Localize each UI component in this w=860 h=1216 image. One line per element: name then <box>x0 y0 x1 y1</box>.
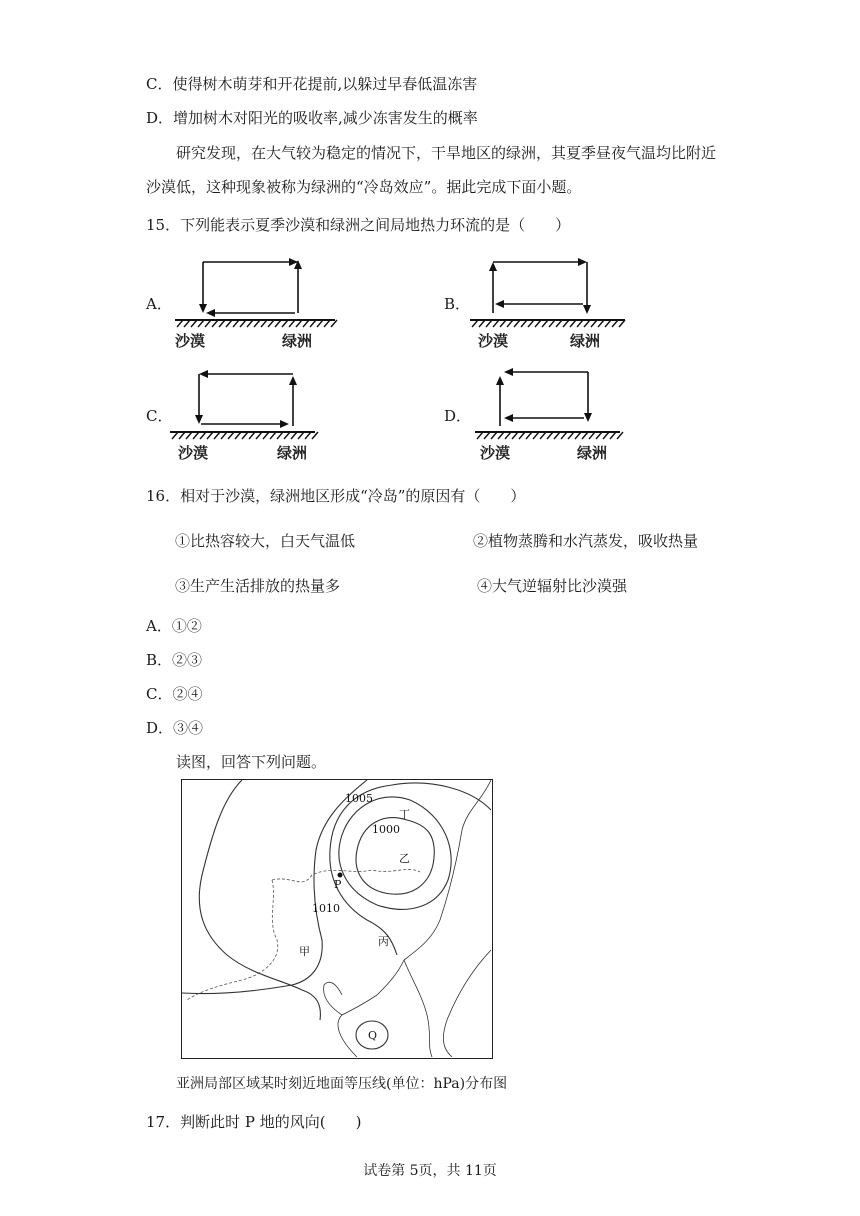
coastline-peninsula <box>404 960 432 1057</box>
ground-hatch-stroke <box>200 432 206 439</box>
coastline-bay <box>324 982 342 1015</box>
ground-hatch-stroke <box>226 320 232 327</box>
map-caption: 亚洲局部区域某时刻近地面等压线(单位：hPa)分布图 <box>176 1076 508 1092</box>
q14-option-c: C．使得树木萌芽和开花提前,以躲过早春低温冻害 <box>146 75 478 93</box>
q16-option-c: C．②④ <box>146 685 203 703</box>
ground-hatch-stroke <box>198 320 204 327</box>
ground-hatch-stroke <box>484 432 490 439</box>
ground-hatch-stroke <box>617 432 623 439</box>
q16-stem: 16．相对于沙漠，绿洲地区形成“冷岛”的原因有（ ） <box>146 487 526 505</box>
ground-hatch-stroke <box>184 320 190 327</box>
ground-hatch-stroke <box>591 320 597 327</box>
isobar-map <box>181 779 493 1059</box>
ground-hatch <box>170 432 318 439</box>
ground-hatch-stroke <box>549 320 555 327</box>
desert-label: 沙漠 <box>175 332 206 350</box>
q16-statement-3: ③生产生活排放的热量多 <box>175 577 341 595</box>
isobar-label-1000: 1000 <box>372 823 400 836</box>
ground-hatch-stroke <box>193 432 199 439</box>
ground-hatch-stroke <box>305 432 311 439</box>
ground-hatch-stroke <box>235 432 241 439</box>
q16-statement-4: ④大气逆辐射比沙漠强 <box>477 577 628 595</box>
place-ding: 丁 <box>399 808 410 821</box>
border-dashed-2 <box>187 880 278 1000</box>
ground-hatch-stroke <box>291 432 297 439</box>
oasis-label: 绿洲 <box>570 332 601 350</box>
page-footer: 试卷第 5页，共 11页 <box>363 1163 497 1179</box>
p-point <box>338 873 343 878</box>
q14-option-d: D．增加树木对阳光的吸收率,减少冻害发生的概率 <box>146 109 478 127</box>
ground-hatch-stroke <box>498 432 504 439</box>
ground-hatch-stroke <box>526 432 532 439</box>
coastline-main <box>338 780 491 1057</box>
ground-hatch-stroke <box>491 432 497 439</box>
ground-hatch-stroke <box>570 320 576 327</box>
ground-hatch-stroke <box>577 320 583 327</box>
q16-option-a: A．①② <box>146 617 202 635</box>
ground-hatch-stroke <box>268 320 274 327</box>
ground-hatch-stroke <box>521 320 527 327</box>
ground-hatch-stroke <box>582 432 588 439</box>
ground-hatch-stroke <box>603 432 609 439</box>
desert-label: 沙漠 <box>480 444 511 462</box>
ground-hatch-stroke <box>554 432 560 439</box>
ground-hatch-stroke <box>324 320 330 327</box>
ground-hatch-stroke <box>605 320 611 327</box>
ground-hatch-stroke <box>240 320 246 327</box>
ground-hatch-stroke <box>221 432 227 439</box>
ground-hatch-stroke <box>610 432 616 439</box>
ground-hatch <box>475 432 623 439</box>
ground-hatch-stroke <box>303 320 309 327</box>
ground-hatch-stroke <box>505 432 511 439</box>
ground-hatch-stroke <box>542 320 548 327</box>
ground-hatch-stroke <box>528 320 534 327</box>
ground-hatch-stroke <box>298 432 304 439</box>
ground-hatch-stroke <box>477 432 483 439</box>
ground-hatch-stroke <box>486 320 492 327</box>
ground-hatch-stroke <box>540 432 546 439</box>
ground-hatch-stroke <box>547 432 553 439</box>
ground-hatch-stroke <box>493 320 499 327</box>
ground-hatch-stroke <box>296 320 302 327</box>
place-p: P <box>334 878 342 891</box>
ground-hatch-stroke <box>263 432 269 439</box>
ground-hatch-stroke <box>191 320 197 327</box>
ground-hatch-stroke <box>568 432 574 439</box>
ground-hatch-stroke <box>556 320 562 327</box>
ground-hatch-stroke <box>282 320 288 327</box>
ground-hatch-stroke <box>207 432 213 439</box>
ground-hatch-stroke <box>500 320 506 327</box>
ground-hatch-stroke <box>519 432 525 439</box>
q16-option-d: D．③④ <box>146 719 204 737</box>
passage-line-1: 研究发现，在大气较为稳定的情况下，干旱地区的绿洲，其夏季昼夜气温均比附近 <box>176 144 717 162</box>
ground-hatch <box>175 320 337 327</box>
ground-hatch <box>470 320 625 327</box>
place-q: Q <box>368 1029 378 1042</box>
oasis-label: 绿洲 <box>277 444 308 462</box>
ground-hatch-stroke <box>317 320 323 327</box>
desert-label: 沙漠 <box>178 444 209 462</box>
ground-hatch-stroke <box>277 432 283 439</box>
ground-hatch-stroke <box>310 320 316 327</box>
ground-hatch-stroke <box>205 320 211 327</box>
q15-diagram-a <box>170 250 340 350</box>
ground-hatch-stroke <box>261 320 267 327</box>
place-yi: 乙 <box>399 852 410 865</box>
q15-diagram-d <box>470 362 640 462</box>
ground-hatch-stroke <box>179 432 185 439</box>
ground-hatch-stroke <box>270 432 276 439</box>
ground-hatch-stroke <box>247 320 253 327</box>
q15-stem: 15．下列能表示夏季沙漠和绿洲之间局地热力环流的是（ ） <box>146 216 571 234</box>
ground-hatch-stroke <box>242 432 248 439</box>
place-jia: 甲 <box>299 945 310 958</box>
ground-hatch-stroke <box>563 320 569 327</box>
q15-option-b-letter: B． <box>444 295 471 313</box>
q16-statement-2: ②植物蒸腾和水汽蒸发，吸收热量 <box>473 532 699 550</box>
ground-hatch-stroke <box>312 432 318 439</box>
ground-hatch-stroke <box>219 320 225 327</box>
desert-label: 沙漠 <box>478 332 509 350</box>
ground-hatch-stroke <box>561 432 567 439</box>
q16-option-b: B．②③ <box>146 651 203 669</box>
isobar-label-1005: 1005 <box>345 792 373 805</box>
ground-hatch-stroke <box>512 432 518 439</box>
ground-hatch-stroke <box>514 320 520 327</box>
ground-hatch-stroke <box>612 320 618 327</box>
ground-hatch-stroke <box>535 320 541 327</box>
map-intro: 读图，回答下列问题。 <box>176 753 327 771</box>
q15-option-c-letter: C． <box>146 407 173 425</box>
ground-hatch-stroke <box>228 432 234 439</box>
ground-hatch-stroke <box>284 432 290 439</box>
oasis-label: 绿洲 <box>577 444 608 462</box>
ground-hatch-stroke <box>249 432 255 439</box>
q15-option-a-letter: A． <box>146 295 172 313</box>
oasis-label: 绿洲 <box>282 332 313 350</box>
ground-hatch-stroke <box>479 320 485 327</box>
ground-hatch-stroke <box>589 432 595 439</box>
q17-stem: 17．判断此时 P 地的风向( ) <box>146 1113 362 1131</box>
ground-hatch-stroke <box>275 320 281 327</box>
q15-diagram-c <box>165 362 335 462</box>
ground-hatch-stroke <box>172 432 178 439</box>
ground-hatch-stroke <box>507 320 513 327</box>
ground-hatch-stroke <box>575 432 581 439</box>
ground-hatch-stroke <box>331 320 337 327</box>
ground-hatch-stroke <box>177 320 183 327</box>
passage-line-2: 沙漠低，这种现象被称为绿洲的“冷岛效应”。据此完成下面小题。 <box>146 178 582 196</box>
ground-hatch-stroke <box>256 432 262 439</box>
ground-hatch-stroke <box>186 432 192 439</box>
q15-option-d-letter: D． <box>444 407 472 425</box>
ground-hatch-stroke <box>584 320 590 327</box>
q15-diagram-b <box>465 250 635 350</box>
ground-hatch-stroke <box>233 320 239 327</box>
ground-hatch-stroke <box>472 320 478 327</box>
ground-hatch-stroke <box>598 320 604 327</box>
ground-hatch-stroke <box>212 320 218 327</box>
ground-hatch-stroke <box>254 320 260 327</box>
q16-statement-1: ①比热容较大，白天气温低 <box>175 532 356 550</box>
place-bing: 丙 <box>378 935 389 948</box>
isobar-map-svg <box>182 780 491 1057</box>
ground-hatch-stroke <box>289 320 295 327</box>
coastline-japan <box>443 950 491 1057</box>
isobar-outer-left <box>199 780 320 1020</box>
isobar-1005 <box>330 783 491 955</box>
ground-hatch-stroke <box>596 432 602 439</box>
ground-hatch-stroke <box>533 432 539 439</box>
ground-hatch-stroke <box>619 320 625 327</box>
ground-hatch-stroke <box>214 432 220 439</box>
isobar-label-1010: 1010 <box>312 902 340 915</box>
